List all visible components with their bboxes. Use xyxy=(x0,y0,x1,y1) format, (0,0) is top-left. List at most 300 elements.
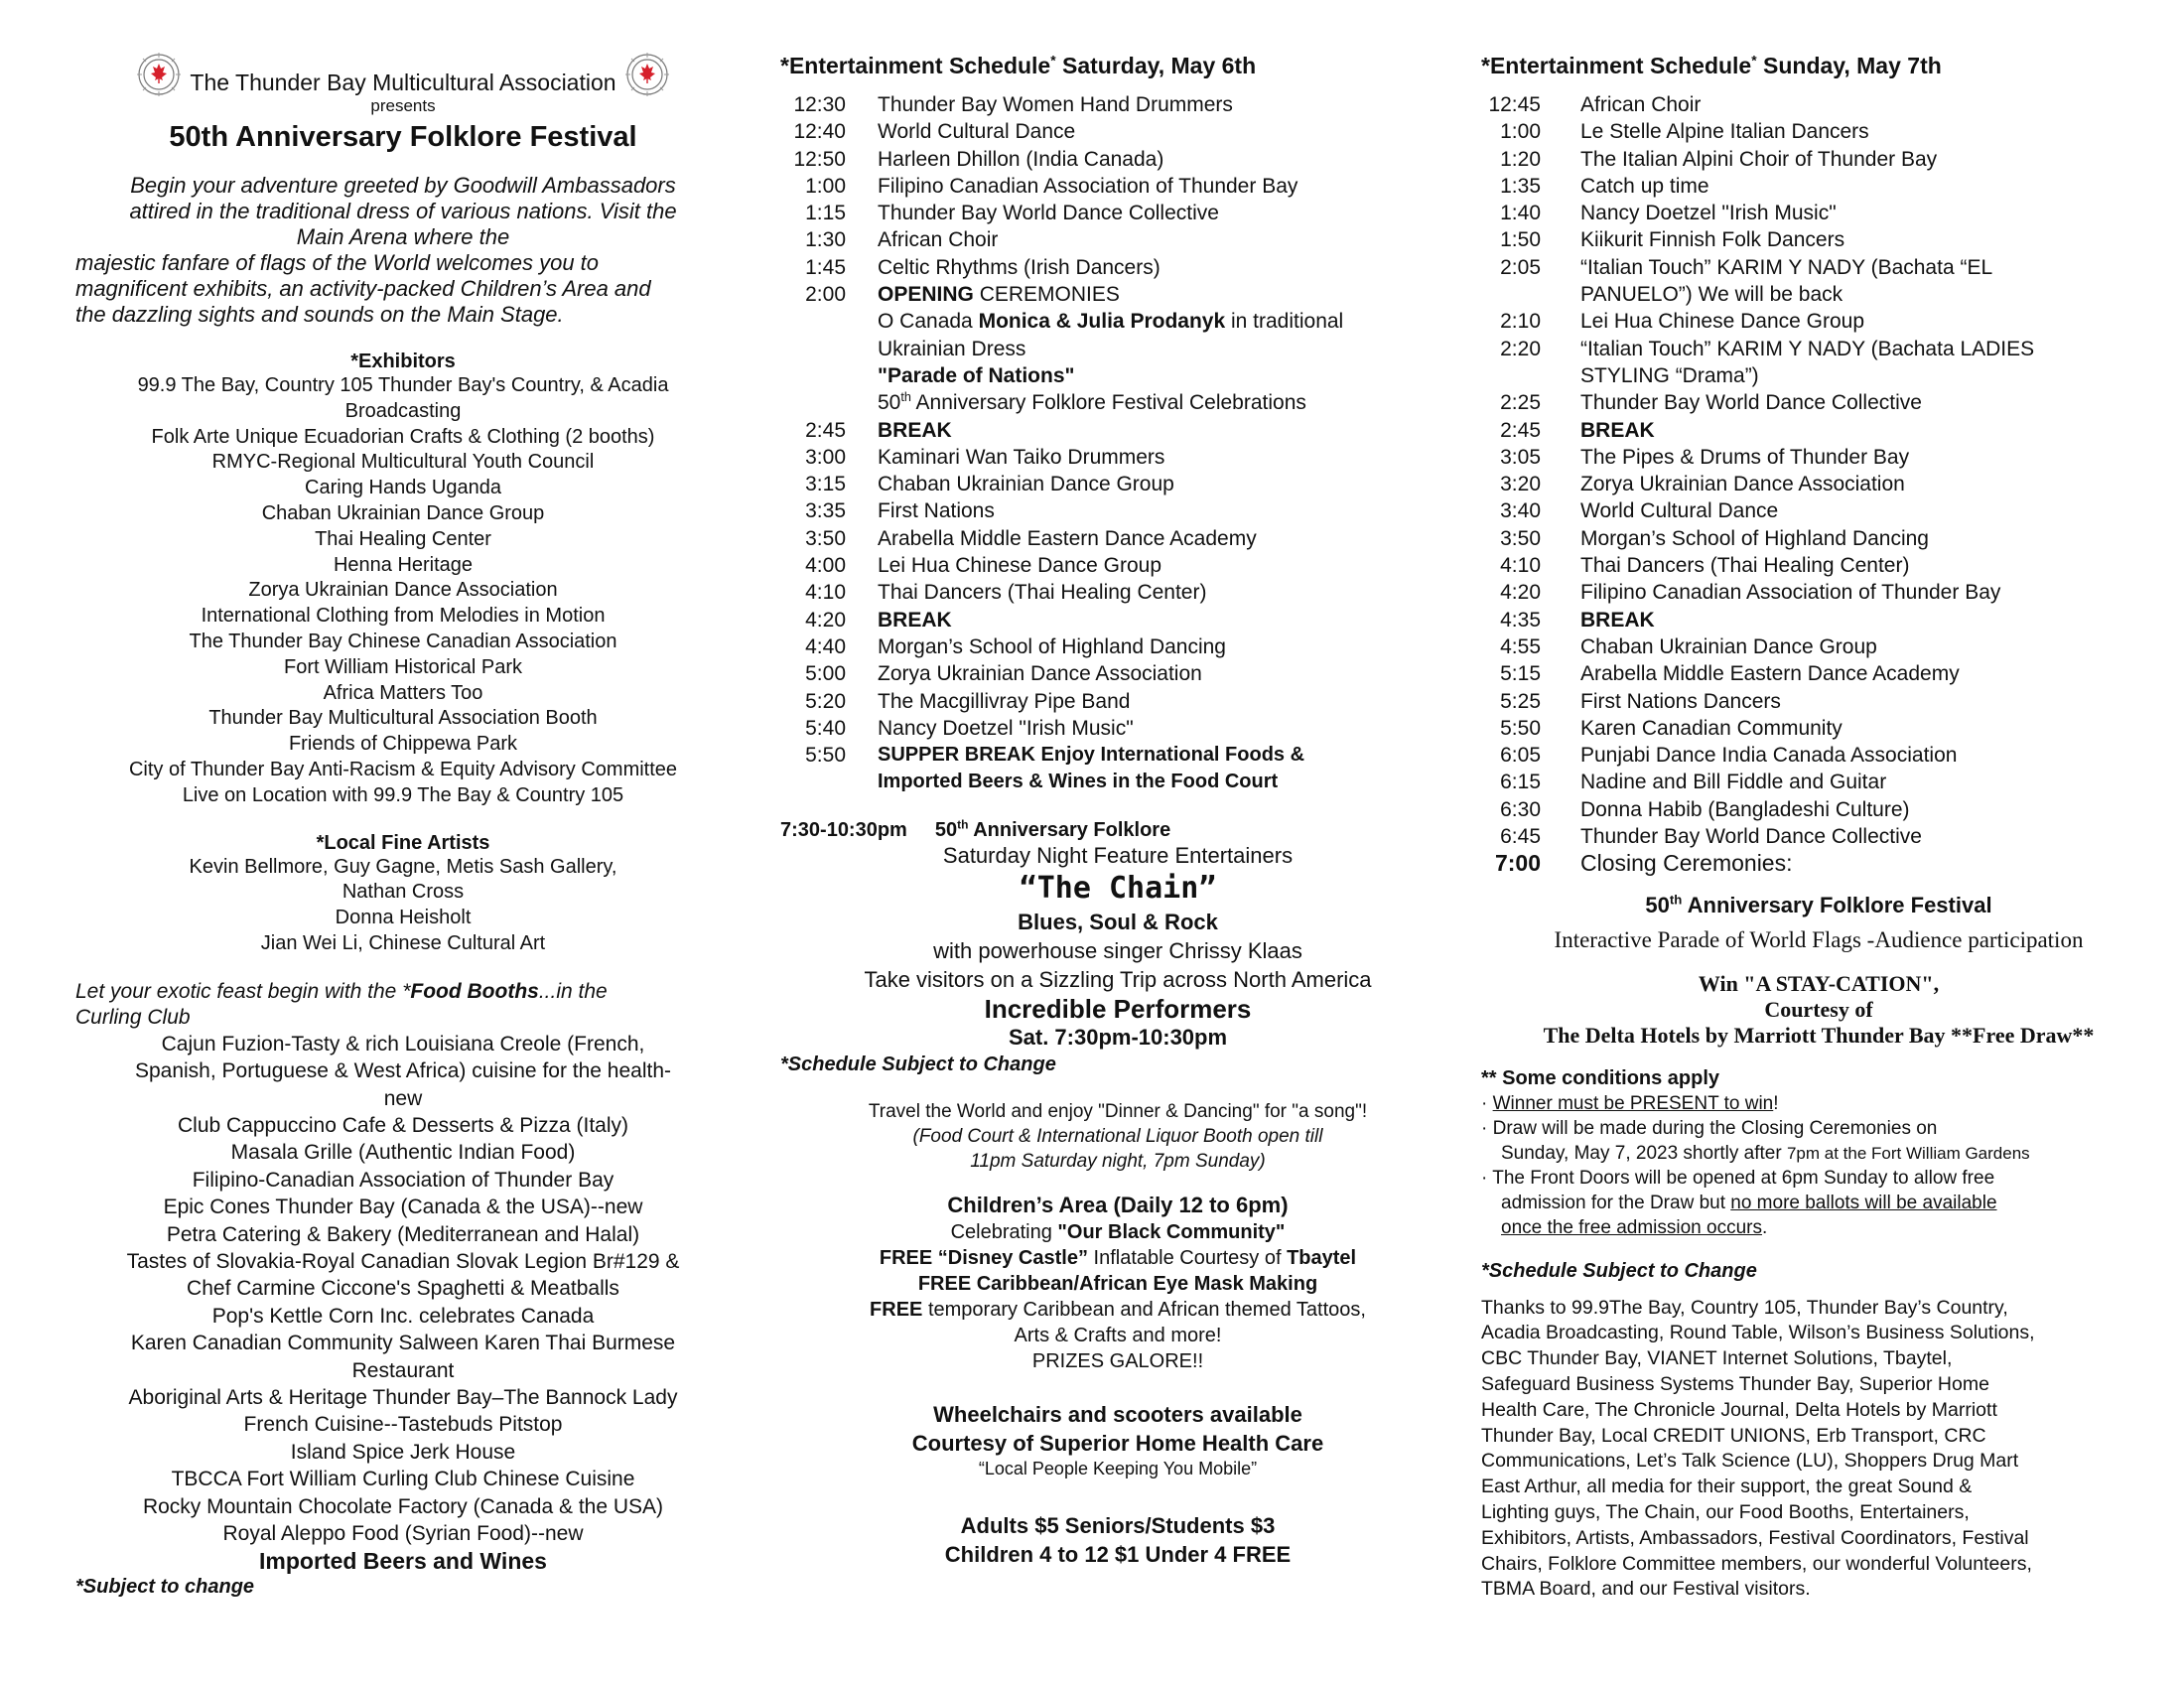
food-item: Royal Aleppo Food (Syrian Food)--new xyxy=(222,1522,584,1546)
schedule-act: Catch up time xyxy=(1580,174,1709,198)
schedule-subject-note: *Schedule Subject to Change xyxy=(1481,1259,1757,1282)
schedule-row xyxy=(780,173,1455,200)
schedule-row xyxy=(780,118,1455,145)
schedule-time: 1:50 xyxy=(1500,228,1541,252)
food-booth-list xyxy=(75,1031,731,1548)
artist-item: Kevin Bellmore, Guy Gagne, Metis Sash Gallery, xyxy=(189,855,617,878)
kids-line: FREE Caribbean/African Eye Mask Making xyxy=(917,1273,1318,1296)
schedule-act: BREAK xyxy=(1580,418,1655,442)
schedule-row xyxy=(780,146,1455,173)
schedule-row xyxy=(1481,146,2156,173)
closing-title-sup: th xyxy=(1669,892,1683,908)
schedule-time: 12:30 xyxy=(793,93,846,116)
celebration-text: Anniversary Folklore Festival Celebrations xyxy=(910,391,1306,415)
thanks-line: Chairs, Folklore Committee members, our wonderful Volunteers, xyxy=(1481,1552,2032,1575)
schedule-row xyxy=(1481,471,2156,497)
schedule-act: “Italian Touch” KARIM Y NADY (Bachata LADIES xyxy=(1580,337,2035,360)
schedule-row-detail xyxy=(780,362,1455,389)
schedule-row xyxy=(780,471,1455,497)
schedule-act: Nancy Doetzel "Irish Music" xyxy=(878,716,1134,740)
schedule-time: 2:10 xyxy=(1500,310,1541,334)
subject-to-change-note: *Subject to change xyxy=(75,1576,255,1599)
schedule-time: 5:20 xyxy=(805,689,846,713)
saturday-night-time: Sat. 7:30pm-10:30pm xyxy=(1008,1025,1228,1051)
exhibitors-list xyxy=(75,373,731,809)
thanks-line: CBC Thunder Bay, VIANET Internet Solutions, Tbaytel, xyxy=(1481,1347,1953,1370)
schedule-act: Karen Canadian Community xyxy=(1580,716,1843,740)
schedule-row-detail xyxy=(780,336,1455,362)
schedule-row-closing xyxy=(1481,850,2156,877)
schedule-act: Harleen Dhillon (India Canada) xyxy=(878,147,1164,171)
exhibitor-item: Caring Hands Uganda xyxy=(305,477,501,499)
schedule-time: 2:05 xyxy=(1500,255,1541,279)
schedule-time: 1:00 xyxy=(805,174,846,198)
schedule-time: 3:35 xyxy=(805,499,846,523)
band-genre: Blues, Soul & Rock xyxy=(1018,910,1218,935)
o-canada-performers: Monica & Julia Prodanyk xyxy=(978,310,1226,334)
schedule-row xyxy=(780,91,1455,118)
festival-title: 50th Anniversary Folklore Festival xyxy=(169,121,637,153)
schedule-act: “Italian Touch” KARIM Y NADY (Bachata “EL xyxy=(1580,255,1993,279)
exhibitor-item: Fort William Historical Park xyxy=(283,655,523,678)
schedule-act: The Macgillivray Pipe Band xyxy=(878,689,1131,713)
schedule-row xyxy=(780,254,1455,281)
artists-list xyxy=(75,855,731,957)
beers-wines-heading: Imported Beers and Wines xyxy=(259,1548,547,1575)
kids-line xyxy=(780,1219,1455,1245)
schedule-act: Nancy Doetzel "Irish Music" xyxy=(1580,202,1837,225)
sunday-schedule xyxy=(1481,91,2156,850)
schedule-row xyxy=(1481,118,2156,145)
schedule-row xyxy=(780,525,1455,552)
condition-line xyxy=(1481,1141,2156,1166)
food-item: Cajun Fuzion-Tasty & rich Louisiana Creole (French, xyxy=(161,1032,645,1055)
sunday-schedule-title xyxy=(1481,52,2156,79)
closing-title-text: Anniversary Folklore Festival xyxy=(1682,892,1992,917)
saturday-schedule xyxy=(780,91,1455,795)
schedule-act: Chaban Ukrainian Dance Group xyxy=(1580,634,1877,658)
schedule-act: Celtic Rhythms (Irish Dancers) xyxy=(878,255,1160,279)
draw-line: The Delta Hotels by Marriott Thunder Bay **Free Draw** xyxy=(1543,1022,2095,1048)
exhibitor-item: Henna Heritage xyxy=(333,553,474,576)
wheelchair-slogan: “Local People Keeping You Mobile” xyxy=(978,1459,1258,1479)
intro-line: the dazzling sights and sounds on the Main Stage. xyxy=(75,302,564,327)
celebration-line xyxy=(846,389,1455,416)
schedule-time: 3:20 xyxy=(1500,473,1541,496)
schedule-time: 4:20 xyxy=(805,608,846,632)
schedule-time: 1:30 xyxy=(805,228,846,252)
food-item: Rocky Mountain Chocolate Factory (Canada & the USA) xyxy=(142,1494,664,1518)
condition-text: . xyxy=(1761,1216,1768,1238)
intro-line: magnificent exhibits, an activity-packed Children’s Area and xyxy=(75,276,651,301)
thanks-line: Health Care, The Chronicle Journal, Delta Hotels by Marriott xyxy=(1481,1398,1997,1421)
schedule-title-star: * xyxy=(1050,53,1056,69)
schedule-time: 1:45 xyxy=(805,255,846,279)
schedule-row xyxy=(1481,607,2156,633)
schedule-row xyxy=(780,552,1455,579)
exhibitor-item: Thai Healing Center xyxy=(315,527,491,550)
kids-highlight: FREE xyxy=(870,1299,923,1322)
org-name: The Thunder Bay Multicultural Association xyxy=(190,70,616,95)
schedule-row xyxy=(1481,308,2156,335)
intro-line: majestic fanfare of flags of the World welcomes you to xyxy=(75,250,600,275)
schedule-row xyxy=(780,660,1455,687)
schedule-time: 12:50 xyxy=(793,147,846,171)
exhibitor-item: Broadcasting xyxy=(344,399,462,422)
schedule-act: Le Stelle Alpine Italian Dancers xyxy=(1580,120,1869,144)
wheelchair-line: Wheelchairs and scooters available xyxy=(933,1402,1302,1428)
schedule-act: World Cultural Dance xyxy=(1580,499,1779,523)
condition-text: once the free admission occurs xyxy=(1501,1216,1762,1238)
schedule-title-date: Saturday, May 6th xyxy=(1055,53,1257,78)
schedule-time: 1:35 xyxy=(1500,174,1541,198)
schedule-row-supper xyxy=(780,742,1455,769)
condition-line: · The Front Doors will be opened at 6pm Sunday to allow free xyxy=(1481,1167,1995,1189)
food-item: Pop's Kettle Corn Inc. celebrates Canada xyxy=(211,1304,595,1328)
band-name: “The Chain” xyxy=(1019,871,1217,907)
schedule-act: Nadine and Bill Fiddle and Guitar xyxy=(1580,771,1887,794)
o-canada-text: O Canada xyxy=(878,310,979,334)
schedule-act: The Pipes & Drums of Thunder Bay xyxy=(1580,445,1910,469)
condition-text: ! xyxy=(1773,1092,1779,1114)
food-item: Masala Grille (Authentic Indian Food) xyxy=(230,1141,576,1165)
schedule-act-continued: PANUELO”) We will be back xyxy=(1580,283,1843,307)
schedule-time: 3:15 xyxy=(805,473,846,496)
food-item: Club Cappuccino Cafe & Desserts & Pizza (Italy) xyxy=(177,1113,628,1137)
schedule-time: 3:00 xyxy=(805,445,846,469)
o-canada-line xyxy=(846,308,1455,335)
exhibitor-item: The Thunder Bay Chinese Canadian Association xyxy=(189,630,617,652)
schedule-act: Filipino Canadian Association of Thunder Bay xyxy=(1580,581,2001,605)
feature-title: Anniversary Folklore xyxy=(968,819,1171,842)
schedule-row xyxy=(1481,91,2156,118)
schedule-act: Morgan’s School of Highland Dancing xyxy=(878,634,1226,658)
schedule-row xyxy=(1481,389,2156,416)
schedule-act: Filipino Canadian Association of Thunder Bay xyxy=(878,174,1298,198)
feature-time: 7:30-10:30pm xyxy=(780,819,907,842)
thanks-line: East Arthur, all media for their support, the great Sound & xyxy=(1481,1476,1973,1498)
travel-line: 11pm Saturday night, 7pm Sunday) xyxy=(970,1151,1266,1173)
closing-title-text: 50 xyxy=(1645,892,1670,917)
staycation-draw xyxy=(1481,971,2156,1049)
o-canada-text: in traditional xyxy=(1225,310,1344,334)
schedule-time: 5:15 xyxy=(1500,662,1541,686)
exhibitor-item: Africa Matters Too xyxy=(323,681,483,704)
schedule-act: BREAK xyxy=(878,608,952,632)
schedule-row xyxy=(780,200,1455,226)
schedule-row xyxy=(780,579,1455,606)
schedule-act: Thunder Bay World Dance Collective xyxy=(878,202,1219,225)
food-intro-text: ...in the xyxy=(538,979,608,1003)
exhibitor-item: Live on Location with 99.9 The Bay & Country 105 xyxy=(182,783,624,806)
food-item: Island Spice Jerk House xyxy=(290,1440,516,1464)
schedule-row xyxy=(1481,254,2156,281)
thanks-line: Safeguard Business Systems Thunder Bay, Superior Home xyxy=(1481,1373,1989,1395)
food-item: French Cuisine--Tastebuds Pitstop xyxy=(243,1413,563,1437)
thanks-line: Exhibitors, Artists, Ambassadors, Festival Coordinators, Festival xyxy=(1481,1526,2029,1549)
band-trip: Take visitors on a Sizzling Trip across North America xyxy=(864,967,1372,993)
schedule-time: 4:10 xyxy=(805,581,846,605)
schedule-time: 4:00 xyxy=(805,554,846,578)
schedule-act: Zorya Ukrainian Dance Association xyxy=(878,662,1202,686)
maple-leaf-emblem-icon xyxy=(136,52,182,97)
thanks-line: Communications, Let’s Talk Science (LU), Shoppers Drug Mart xyxy=(1481,1450,2019,1473)
condition-text: Winner must be PRESENT to win xyxy=(1492,1092,1774,1114)
schedule-act: Thai Dancers (Thai Healing Center) xyxy=(1580,554,1910,578)
schedule-row xyxy=(1481,552,2156,579)
schedule-time: 3:40 xyxy=(1500,499,1541,523)
schedule-row xyxy=(1481,742,2156,769)
schedule-act-continued: STYLING “Drama”) xyxy=(1580,363,1759,387)
kids-text: temporary Caribbean and African themed Tattoos, xyxy=(922,1299,1366,1322)
thanks-line: TBMA Board, and our Festival visitors. xyxy=(1481,1578,1811,1601)
artist-item: Nathan Cross xyxy=(341,881,465,904)
schedule-act: Arabella Middle Eastern Dance Academy xyxy=(1580,662,1960,686)
kids-line: Arts & Crafts and more! xyxy=(1014,1325,1222,1347)
saturday-schedule-title xyxy=(780,52,1455,79)
schedule-act: Closing Ceremonies: xyxy=(1580,850,1793,877)
schedule-row xyxy=(780,607,1455,633)
schedule-act: Zorya Ukrainian Dance Association xyxy=(1580,473,1905,496)
schedule-row xyxy=(1481,688,2156,715)
artist-item: Jian Wei Li, Chinese Cultural Art xyxy=(260,931,546,954)
schedule-time: 2:20 xyxy=(1500,337,1541,360)
thanks-paragraph xyxy=(1481,1296,2156,1604)
schedule-row xyxy=(780,688,1455,715)
kids-line xyxy=(780,1297,1455,1323)
childrens-area-details xyxy=(780,1219,1455,1374)
exhibitor-item: Folk Arte Unique Ecuadorian Crafts & Clothing (2 booths) xyxy=(151,425,655,448)
exhibitor-item: Thunder Bay Multicultural Association Booth xyxy=(208,707,598,730)
schedule-time: 6:15 xyxy=(1500,771,1541,794)
schedule-time: 5:50 xyxy=(805,744,846,768)
incredible-performers: Incredible Performers xyxy=(984,994,1252,1025)
condition-line xyxy=(1481,1091,2156,1116)
schedule-title-star: * xyxy=(1751,53,1757,69)
schedule-time: 12:40 xyxy=(793,120,846,144)
schedule-row xyxy=(780,497,1455,524)
band-singer: with powerhouse singer Chrissy Klaas xyxy=(933,938,1302,964)
schedule-time: 2:25 xyxy=(1500,391,1541,415)
price-line: Children 4 to 12 $1 Under 4 FREE xyxy=(944,1542,1292,1568)
conditions-list xyxy=(1481,1091,2156,1240)
food-item: Spanish, Portuguese & West Africa) cuisine for the health- xyxy=(134,1059,672,1083)
schedule-time: 5:40 xyxy=(805,716,846,740)
travel-line: (Food Court & International Liquor Booth open till xyxy=(912,1126,1323,1148)
price-line: Adults $5 Seniors/Students $3 xyxy=(960,1513,1276,1539)
travel-block xyxy=(780,1099,1455,1174)
schedule-row xyxy=(780,715,1455,742)
schedule-act: World Cultural Dance xyxy=(878,120,1076,144)
schedule-time: 1:00 xyxy=(1500,120,1541,144)
intro-line: Begin your adventure greeted by Goodwill Ambassadors xyxy=(130,173,676,198)
schedule-act: First Nations xyxy=(878,499,995,523)
food-item: new xyxy=(383,1086,423,1110)
wheelchair-line: Courtesy of Superior Home Health Care xyxy=(911,1431,1324,1457)
feature-subtitle: Saturday Night Feature Entertainers xyxy=(942,843,1294,869)
childrens-area-title: Children’s Area (Daily 12 to 6pm) xyxy=(947,1193,1289,1218)
exhibitor-item: International Clothing from Melodies in Motion xyxy=(201,605,606,628)
schedule-title-text: *Entertainment Schedule xyxy=(1481,53,1752,78)
schedule-act: First Nations Dancers xyxy=(1580,689,1781,713)
maple-leaf-emblem-icon xyxy=(624,52,670,97)
schedule-act: Thai Dancers (Thai Healing Center) xyxy=(878,581,1207,605)
condition-text: 7pm at the Fort William Gardens xyxy=(1786,1143,2030,1163)
exhibitor-item: Chaban Ukrainian Dance Group xyxy=(261,501,545,524)
kids-highlight: FREE “Disney Castle” xyxy=(879,1247,1088,1270)
condition-text: Sunday, May 7, 2023 shortly after xyxy=(1501,1142,1787,1164)
kids-highlight: Tbaytel xyxy=(1287,1247,1357,1270)
schedule-act: Kaminari Wan Taiko Drummers xyxy=(878,445,1165,469)
schedule-row xyxy=(1481,633,2156,660)
schedule-row xyxy=(1481,173,2156,200)
food-item: Chef Carmine Ciccone's Spaghetti & Meatballs xyxy=(187,1277,619,1301)
food-intro-text: Let your exotic feast begin with the * xyxy=(75,979,411,1003)
schedule-act: Thunder Bay Women Hand Drummers xyxy=(878,93,1233,116)
schedule-row xyxy=(1481,769,2156,795)
sunday-column xyxy=(1481,52,2156,1603)
schedule-row xyxy=(1481,715,2156,742)
schedule-time: 6:05 xyxy=(1500,744,1541,768)
kids-line: PRIZES GALORE!! xyxy=(1031,1350,1204,1373)
schedule-time: 5:00 xyxy=(805,662,846,686)
schedule-act: African Choir xyxy=(1580,93,1702,116)
schedule-time: 1:20 xyxy=(1500,147,1541,171)
schedule-act xyxy=(846,281,1455,308)
exhibitor-item: RMYC-Regional Multicultural Youth Council xyxy=(211,451,595,474)
supper-break: Imported Beers & Wines in the Food Court xyxy=(878,771,1279,793)
schedule-time: 4:10 xyxy=(1500,554,1541,578)
thanks-line: Acadia Broadcasting, Round Table, Wilson’s Business Solutions, xyxy=(1481,1322,2035,1344)
schedule-subject-note: *Schedule Subject to Change xyxy=(780,1054,1056,1076)
schedule-row xyxy=(1481,444,2156,471)
schedule-act: Lei Hua Chinese Dance Group xyxy=(878,554,1162,578)
opening-label: OPENING xyxy=(878,283,974,307)
schedule-act: Morgan’s School of Highland Dancing xyxy=(1580,526,1929,550)
parade-of-nations: "Parade of Nations" xyxy=(878,363,1075,387)
supper-break: SUPPER BREAK Enjoy International Foods & xyxy=(878,744,1305,767)
schedule-row xyxy=(1481,796,2156,823)
schedule-row xyxy=(1481,660,2156,687)
schedule-act: Kiikurit Finnish Folk Dancers xyxy=(1580,228,1845,252)
schedule-act: The Italian Alpini Choir of Thunder Bay xyxy=(1580,147,1938,171)
closing-festival-title xyxy=(1481,892,2156,919)
schedule-row xyxy=(1481,200,2156,226)
schedule-time: 5:25 xyxy=(1500,689,1541,713)
schedule-time: 12:45 xyxy=(1488,93,1541,116)
schedule-act: BREAK xyxy=(1580,608,1655,632)
schedule-act: Thunder Bay World Dance Collective xyxy=(1580,391,1922,415)
schedule-time: 1:15 xyxy=(805,202,846,225)
food-intro-text: Curling Club xyxy=(75,1005,191,1029)
schedule-title-date: Sunday, May 7th xyxy=(1756,53,1942,78)
draw-line: Win "A STAY-CATION", xyxy=(1698,970,1940,996)
intro-paragraph xyxy=(75,173,731,328)
schedule-row xyxy=(1481,226,2156,253)
schedule-time: 7:00 xyxy=(1494,850,1541,877)
condition-text: admission for the Draw but xyxy=(1501,1192,1731,1213)
food-item: TBCCA Fort William Curling Club Chinese Cuisine xyxy=(171,1468,635,1491)
schedule-time: 6:30 xyxy=(1500,797,1541,821)
schedule-time: 4:20 xyxy=(1500,581,1541,605)
intro-line: Main Arena where the xyxy=(296,224,510,249)
ceremonies-label: CEREMONIES xyxy=(973,283,1120,307)
condition-bullet: · xyxy=(1481,1092,1493,1114)
schedule-row xyxy=(780,226,1455,253)
thanks-line: Lighting guys, The Chain, our Food Booths, Entertainers, xyxy=(1481,1500,1970,1523)
left-column xyxy=(75,52,731,1599)
thanks-line: Thanks to 99.9The Bay, Country 105, Thunder Bay’s Country, xyxy=(1481,1296,2008,1319)
artists-heading: *Local Fine Artists xyxy=(316,831,490,854)
schedule-row-detail xyxy=(780,389,1455,416)
schedule-act: BREAK xyxy=(878,418,952,442)
schedule-act: Punjabi Dance India Canada Association xyxy=(1580,744,1958,768)
schedule-time: 2:00 xyxy=(805,283,846,307)
schedule-time: 3:05 xyxy=(1500,445,1541,469)
admission-prices xyxy=(780,1511,1455,1569)
food-item: Filipino-Canadian Association of Thunder Bay xyxy=(192,1168,614,1192)
org-header xyxy=(75,52,731,97)
schedule-act: Thunder Bay World Dance Collective xyxy=(1580,825,1922,849)
schedule-time: 5:50 xyxy=(1500,716,1541,740)
condition-line xyxy=(1481,1215,2156,1240)
condition-line: · Draw will be made during the Closing Ceremonies on xyxy=(1481,1117,1938,1139)
schedule-row-detail xyxy=(780,769,1455,795)
schedule-row xyxy=(1481,525,2156,552)
exhibitor-item: Friends of Chippewa Park xyxy=(288,733,518,756)
kids-text: Celebrating xyxy=(950,1221,1058,1244)
food-item: Epic Cones Thunder Bay (Canada & the USA)--new xyxy=(163,1196,643,1219)
schedule-row xyxy=(780,633,1455,660)
schedule-row xyxy=(780,417,1455,444)
schedule-time: 2:45 xyxy=(805,418,846,442)
presents-text: presents xyxy=(370,96,436,115)
parade-of-flags: Interactive Parade of World Flags -Audience participation xyxy=(1554,926,2084,952)
food-item: Aboriginal Arts & Heritage Thunder Bay–The Bannock Lady xyxy=(128,1386,678,1410)
food-item: Karen Canadian Community Salween Karen Thai Burmese xyxy=(130,1332,676,1355)
food-item: Petra Catering & Bakery (Mediterranean and Halal) xyxy=(166,1222,640,1246)
condition-text: no more ballots will be available xyxy=(1730,1192,1997,1213)
schedule-row xyxy=(1481,417,2156,444)
artist-item: Donna Heisholt xyxy=(335,907,472,929)
conditions-heading: ** Some conditions apply xyxy=(1481,1066,1720,1089)
intro-line: attired in the traditional dress of various nations. Visit the xyxy=(129,199,677,223)
schedule-row xyxy=(1481,336,2156,362)
celebration-sup: th xyxy=(900,390,911,405)
schedule-time: 3:50 xyxy=(805,526,846,550)
schedule-time: 4:40 xyxy=(805,634,846,658)
schedule-time: 4:55 xyxy=(1500,634,1541,658)
schedule-act: Chaban Ukrainian Dance Group xyxy=(878,473,1174,496)
wheelchair-notice xyxy=(780,1400,1455,1458)
food-item: Tastes of Slovakia-Royal Canadian Slovak Legion Br#129 & xyxy=(126,1249,680,1273)
schedule-act: Donna Habib (Bangladeshi Culture) xyxy=(1580,797,1910,821)
celebration-text: 50 xyxy=(878,391,901,415)
draw-line: Courtesy of xyxy=(1764,996,1873,1022)
o-canada-line: Ukrainian Dress xyxy=(878,337,1026,360)
schedule-row-detail xyxy=(780,308,1455,335)
food-item: Restaurant xyxy=(351,1358,455,1382)
schedule-row-opening xyxy=(780,281,1455,308)
schedule-act: African Choir xyxy=(878,228,999,252)
food-booths-label: Food Booths xyxy=(410,979,539,1003)
exhibitor-item: City of Thunder Bay Anti-Racism & Equity Advisory Committee xyxy=(128,758,678,780)
kids-highlight: "Our Black Community" xyxy=(1057,1221,1286,1244)
schedule-row xyxy=(780,444,1455,471)
saturday-column xyxy=(780,52,1455,1569)
schedule-time: 4:35 xyxy=(1500,608,1541,632)
feature-title: 50 xyxy=(934,819,958,842)
